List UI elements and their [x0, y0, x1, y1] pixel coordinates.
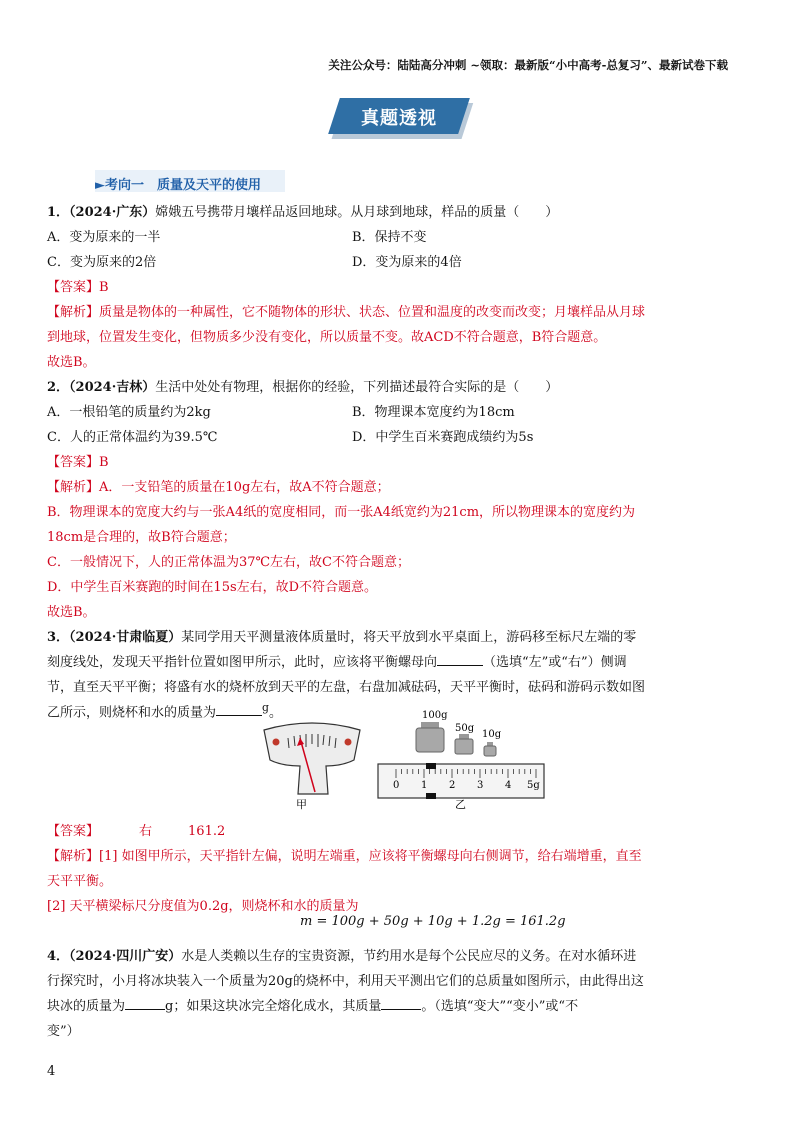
q3-analysis-1: [47, 845, 642, 864]
tick-label-4: 4: [505, 780, 512, 791]
q3-stem-1: [47, 626, 636, 645]
q3-stem-text-4a: 乙所示，则烧杯和水的质量为: [47, 705, 217, 721]
q2-option-a: A．一根铅笔的质量约为2kg: [47, 405, 211, 420]
dial-right-dot: [345, 739, 352, 746]
q1-option-a: A．变为原来的一半: [47, 230, 161, 245]
q2-analysis-4: C．一般情况下，人的正常体温为37℃左右，故C不符合题意；: [47, 555, 410, 570]
q3-analysis-label: 【解析】: [47, 849, 100, 864]
banner-title: 真题透视: [361, 108, 437, 129]
q3-blank-1: [437, 653, 483, 666]
q3-stem-4: [47, 701, 282, 720]
q3-answer: [47, 820, 225, 839]
q2-analysis-1: [47, 476, 390, 495]
q3-number: 3．: [47, 630, 70, 645]
rider-bottom: [426, 793, 436, 799]
q4-stem-text-3c: 。（选填“变大”“变小”或“不: [421, 999, 579, 1014]
section-banner: [324, 96, 474, 140]
q3-tag: （2024·甘肃临夏）: [69, 630, 182, 645]
q2-answer: [47, 451, 109, 470]
q4-blank-2: [381, 997, 421, 1010]
q1-answer-label: 【答案】: [47, 280, 100, 295]
q1-option-b: B．保持不变: [352, 230, 427, 245]
q3-stem-text-1: 某同学用天平测量液体质量时，将天平放到水平桌面上，游码移至标尺左端的零: [181, 630, 637, 645]
q2-analysis-3: 18cm是合理的，故B符合题意；: [47, 530, 236, 545]
q1-stem: [47, 201, 558, 220]
balance-figure: [258, 704, 548, 812]
q1-analysis-3: 故选B。: [47, 355, 96, 370]
q1-option-c: C．变为原来的2倍: [47, 255, 157, 270]
q1-answer-value: B: [99, 280, 109, 295]
weight-100g: [416, 722, 444, 752]
q4-stem-1: [47, 945, 636, 964]
q4-stem-2: 行探究时，小月将冰块装入一个质量为20g的烧杯中，利用天平测出它们的总质量如图所示，由此得出这: [47, 974, 644, 989]
rider-top: [426, 763, 436, 769]
q4-stem-3: [47, 995, 578, 1014]
q3-analysis-text-1: [1] 如图甲所示，天平指针左偏，说明左端重，应该将平衡螺母向右侧调节，给右端增重，直至: [99, 849, 642, 864]
weight-10g: [484, 742, 496, 756]
weight-10g-label: 10g: [482, 729, 502, 740]
q4-tag: （2024·四川广安）: [69, 949, 182, 964]
page-number: 4: [47, 1064, 56, 1079]
q2-analysis-6: 故选B。: [47, 605, 96, 620]
q4-stem-text-1: 水是人类赖以生存的宝贵资源，节约用水是每个公民应尽的义务。在对水循环进: [181, 949, 637, 964]
q2-option-b: B．物理课本宽度约为18cm: [352, 405, 515, 420]
tick-label-3: 3: [477, 780, 484, 791]
q3-stem-text-2a: 刻度线处，发现天平指针位置如图甲所示，此时，应该将平衡螺母向: [47, 655, 438, 670]
q1-analysis-1: [47, 301, 645, 320]
q1-analysis-label: 【解析】: [47, 305, 100, 320]
q2-analysis-text-1: A．一支铅笔的质量在10g左右，故A不符合题意；: [99, 480, 390, 495]
q3-analysis-2: 天平平衡。: [47, 874, 113, 889]
weight-50g-label: 50g: [455, 723, 475, 734]
caption-yi: 乙: [455, 798, 466, 811]
q4-stem-text-3b: g；如果这块冰完全熔化成水，其质量: [165, 999, 382, 1014]
q2-analysis-5: D．中学生百米赛跑的时间在15s左右，故D不符合题意。: [47, 580, 378, 595]
q4-number: 4．: [47, 949, 70, 964]
q2-answer-value: B: [99, 455, 109, 470]
tick-label-1: 1: [421, 780, 428, 791]
tick-label-2: 2: [449, 780, 456, 791]
q2-option-d: D．中学生百米赛跑成绩约为5s: [352, 430, 534, 445]
q3-stem-2: [47, 651, 627, 670]
q3-answer-1: 右: [139, 824, 153, 839]
section-heading: ►考向一 质量及天平的使用: [95, 178, 261, 193]
q2-analysis-2: B．物理课本的宽度大约与一张A4纸的宽度相同，而一张A4纸宽约为21cm，所以物理课本的宽度约为: [47, 505, 636, 520]
balance-dial: [264, 723, 360, 794]
q4-stem-text-3a: 块冰的质量为: [47, 999, 126, 1014]
tick-label-0: 0: [393, 780, 400, 791]
q1-number: 1．: [47, 205, 70, 220]
q2-option-c: C．人的正常体温约为39.5℃: [47, 430, 218, 445]
q1-analysis-text-1: 质量是物体的一种属性，它不随物体的形状、状态、位置和温度的改变而改变；月壤样品从月球: [99, 305, 646, 320]
q3-answer-label: 【答案】: [47, 824, 100, 839]
q3-blank-2: [216, 703, 262, 716]
q4-blank-1: [125, 997, 165, 1010]
q2-tag: （2024·吉林）: [69, 380, 156, 395]
q3-answer-2: 161.2: [188, 824, 226, 839]
q2-stem-text: 生活中处处有物理，根据你的经验，下列描述最符合实际的是（ ）: [155, 380, 559, 395]
weight-100g-label: 100g: [422, 710, 448, 721]
q3-formula: m = 100g + 50g + 10g + 1.2g = 161.2g: [300, 914, 566, 929]
q2-stem: [47, 376, 558, 395]
q2-number: 2．: [47, 380, 70, 395]
q1-tag: （2024·广东）: [69, 205, 156, 220]
dial-left-dot: [273, 739, 280, 746]
q4-stem-4: 变”）: [47, 1024, 80, 1039]
q1-analysis-2: 到地球，位置发生变化，但物质多少没有变化，所以质量不变。故ACD不符合题意，B符合题意。: [47, 330, 607, 345]
q3-stem-text-2b: （选填“左”或“右”）侧调: [483, 655, 627, 670]
q3-unit: g: [262, 701, 269, 714]
q3-analysis-3: [2] 天平横梁标尺分度值为0.2g，则烧杯和水的质量为: [47, 899, 359, 914]
weight-50g: [455, 734, 473, 754]
q2-answer-label: 【答案】: [47, 455, 100, 470]
page-header: 关注公众号：陆陆高分冲刺 ~领取：最新版“小中高考-总复习”、最新试卷下载: [328, 58, 728, 72]
q3-stem-text-4c: 。: [268, 705, 282, 721]
rider-scale: [378, 763, 544, 799]
q3-stem-3: 节，直至天平平衡；将盛有水的烧杯放到天平的左盘，右盘加减砝码，天平平衡时，砝码和游码示数如图: [47, 680, 646, 695]
tick-label-5: 5g: [527, 780, 540, 791]
q1-answer: [47, 276, 109, 295]
q2-analysis-label: 【解析】: [47, 480, 100, 495]
q1-stem-text: 嫦娥五号携带月壤样品返回地球。从月球到地球，样品的质量（ ）: [155, 205, 559, 220]
q1-option-d: D．变为原来的4倍: [352, 255, 462, 270]
caption-jia: 甲: [296, 798, 307, 811]
